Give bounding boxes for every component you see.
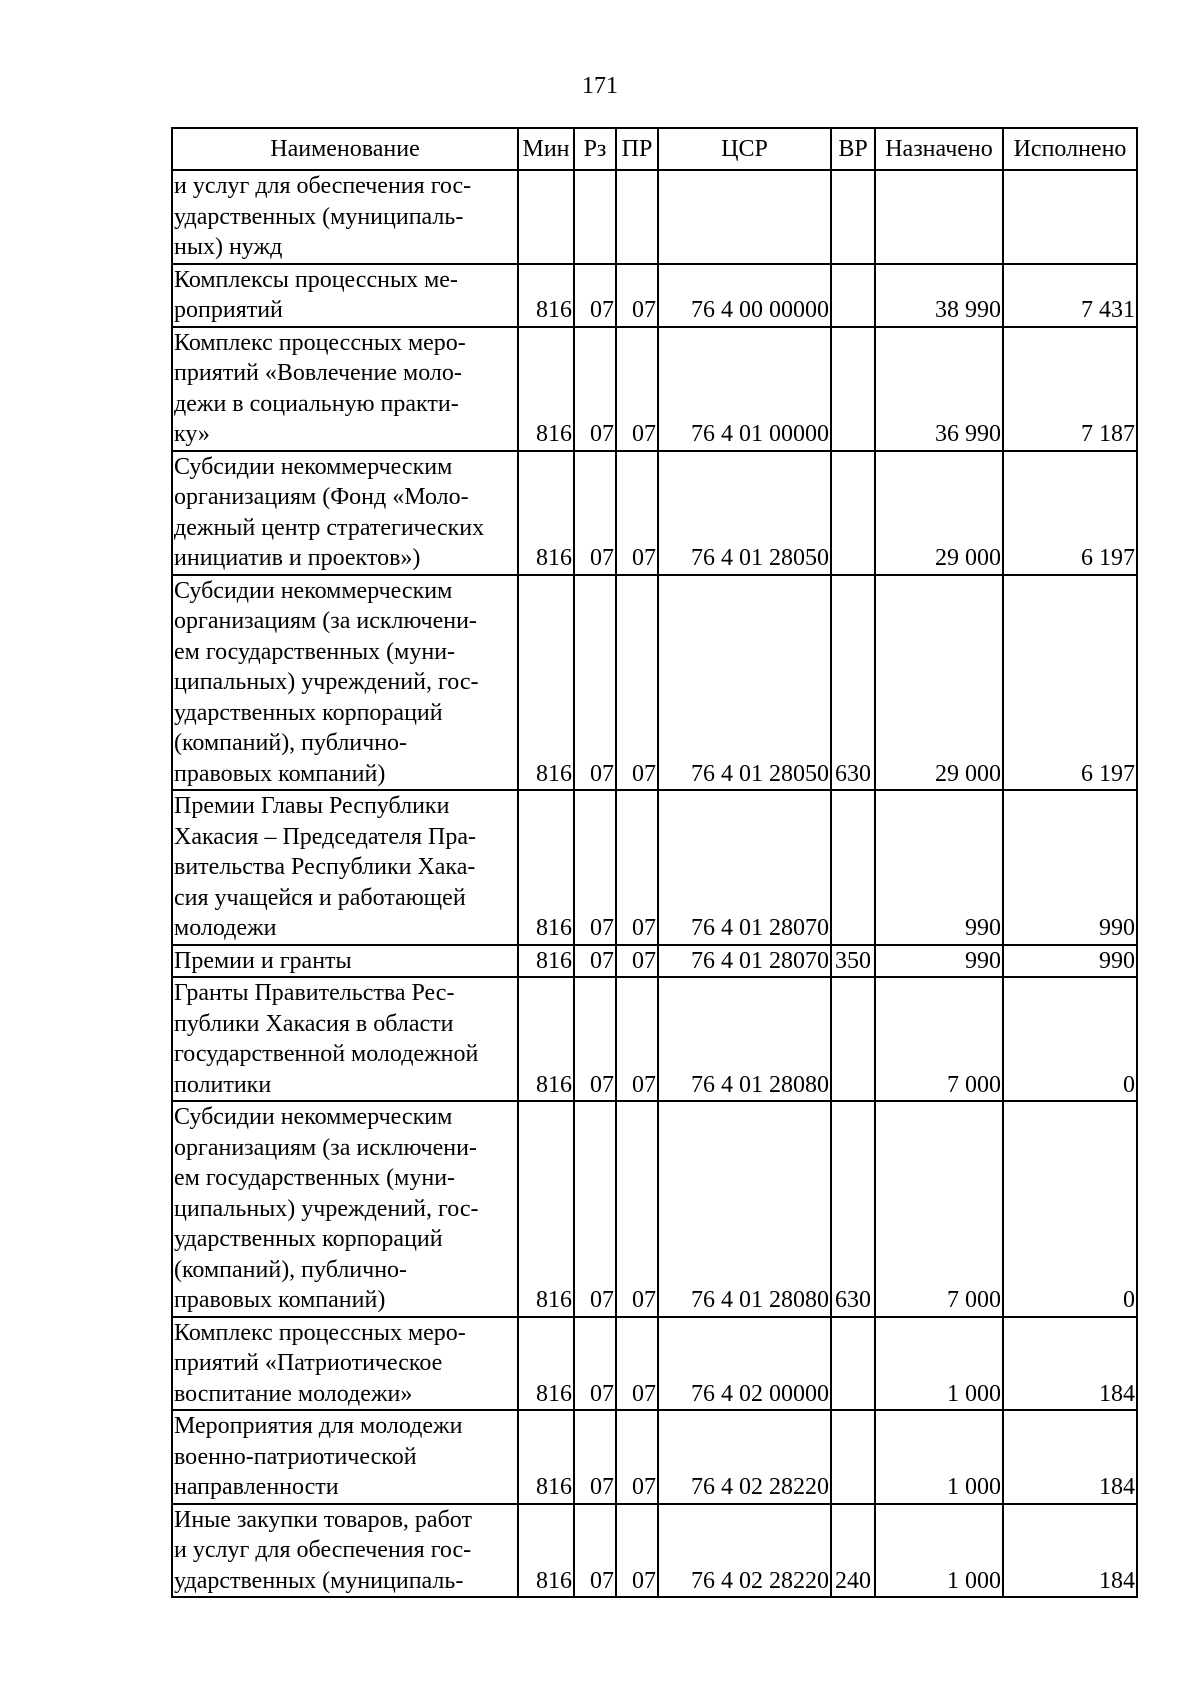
header-assigned: Назначено — [875, 128, 1003, 170]
cell-name-line: Хакасия – Председателя Пра- — [174, 823, 477, 850]
table-body — [172, 170, 1137, 1597]
cell-rz: 07 — [574, 327, 616, 451]
cell-pr: 07 — [616, 945, 658, 978]
cell-min: 816 — [518, 1504, 574, 1598]
cell-csr — [658, 170, 831, 264]
table-row — [172, 1410, 1137, 1504]
cell-name — [172, 945, 518, 978]
table-row — [172, 790, 1137, 945]
cell-name-line: инициатив и проектов») — [174, 545, 421, 571]
cell-name-line: ем государственных (муни- — [174, 638, 456, 665]
cell-executed: 7 187 — [1003, 327, 1137, 451]
cell-name-line: правовых компаний) — [174, 1287, 386, 1313]
cell-vr — [831, 1410, 875, 1504]
cell-pr — [616, 170, 658, 264]
cell-min: 816 — [518, 327, 574, 451]
cell-pr: 07 — [616, 327, 658, 451]
table-header-row — [172, 128, 1137, 170]
cell-vr: 630 — [831, 575, 875, 791]
cell-vr — [831, 327, 875, 451]
cell-name-line: вительства Республики Хака- — [174, 854, 476, 880]
cell-name-line: приятий «Патриотическое — [174, 1350, 443, 1376]
cell-pr: 07 — [616, 451, 658, 575]
cell-rz: 07 — [574, 1504, 616, 1598]
cell-name-line: ударственных (муниципаль- — [174, 1567, 464, 1594]
cell-name-line: Комплексы процессных ме- — [174, 266, 458, 293]
cell-min: 816 — [518, 575, 574, 791]
cell-csr: 76 4 01 28050 — [658, 451, 831, 575]
cell-name-line: Субсидии некоммерческим — [174, 453, 453, 480]
table-row — [172, 170, 1137, 264]
cell-name-line: Иные закупки товаров, работ — [174, 1506, 472, 1533]
cell-name-line: ударственных корпораций — [174, 1226, 443, 1252]
cell-name — [172, 1101, 518, 1317]
cell-executed: 0 — [1003, 1101, 1137, 1317]
cell-name-line: организациям (Фонд «Моло- — [174, 484, 469, 510]
cell-name-line: Субсидии некоммерческим — [174, 577, 453, 604]
cell-rz: 07 — [574, 945, 616, 978]
header-csr: ЦСР — [658, 128, 831, 170]
cell-name-line: ципальных) учреждений, гос- — [174, 1195, 479, 1222]
header-executed: Исполнено — [1003, 128, 1137, 170]
table-row — [172, 977, 1137, 1101]
cell-csr: 76 4 01 00000 — [658, 327, 831, 451]
cell-pr: 07 — [616, 264, 658, 327]
cell-name — [172, 1504, 518, 1598]
cell-rz: 07 — [574, 977, 616, 1101]
cell-name-line: и услуг для обеспечения гос- — [174, 1537, 472, 1563]
cell-name — [172, 977, 518, 1101]
cell-name-line: ных) нужд — [174, 234, 283, 260]
header-name: Наименование — [172, 128, 518, 170]
table-row — [172, 327, 1137, 451]
cell-vr — [831, 790, 875, 945]
cell-name-line: публики Хакасия в области — [174, 1010, 454, 1037]
cell-assigned: 1 000 — [875, 1504, 1003, 1598]
cell-executed: 0 — [1003, 977, 1137, 1101]
cell-rz: 07 — [574, 1101, 616, 1317]
cell-min: 816 — [518, 790, 574, 945]
cell-csr: 76 4 00 00000 — [658, 264, 831, 327]
table-row — [172, 945, 1137, 978]
cell-name-line: военно-патриотической — [174, 1443, 417, 1470]
cell-name-line: Гранты Правительства Рес- — [174, 980, 455, 1006]
table-row — [172, 264, 1137, 327]
cell-name-line: организациям (за исключени- — [174, 608, 477, 634]
cell-assigned: 7 000 — [875, 977, 1003, 1101]
cell-executed: 990 — [1003, 945, 1137, 978]
cell-name-line: государственной молодежной — [174, 1041, 479, 1067]
cell-executed: 184 — [1003, 1410, 1137, 1504]
header-vr: ВР — [831, 128, 875, 170]
cell-vr: 240 — [831, 1504, 875, 1598]
cell-min: 816 — [518, 1101, 574, 1317]
cell-min: 816 — [518, 945, 574, 978]
cell-vr: 350 — [831, 945, 875, 978]
cell-csr: 76 4 01 28070 — [658, 790, 831, 945]
cell-name-line: ем государственных (муни- — [174, 1165, 456, 1191]
cell-assigned: 1 000 — [875, 1317, 1003, 1411]
cell-executed: 6 197 — [1003, 451, 1137, 575]
cell-pr: 07 — [616, 575, 658, 791]
cell-name-line: Премии Главы Республики — [174, 793, 450, 819]
cell-name-line: Комплекс процессных меро- — [174, 329, 466, 356]
cell-assigned: 29 000 — [875, 451, 1003, 575]
cell-assigned — [875, 170, 1003, 264]
cell-pr: 07 — [616, 1101, 658, 1317]
cell-name — [172, 575, 518, 791]
table-row — [172, 1317, 1137, 1411]
cell-pr: 07 — [616, 1410, 658, 1504]
cell-pr: 07 — [616, 1317, 658, 1411]
cell-name-line: ударственных корпораций — [174, 699, 443, 726]
cell-rz: 07 — [574, 451, 616, 575]
cell-csr: 76 4 01 28080 — [658, 1101, 831, 1317]
cell-executed: 6 197 — [1003, 575, 1137, 791]
cell-name-line: правовых компаний) — [174, 760, 386, 787]
cell-executed: 184 — [1003, 1317, 1137, 1411]
cell-assigned: 990 — [875, 790, 1003, 945]
cell-vr — [831, 451, 875, 575]
cell-name-line: и услуг для обеспечения гос- — [174, 173, 472, 199]
cell-name-line: ку» — [174, 421, 210, 447]
cell-csr: 76 4 01 28070 — [658, 945, 831, 978]
cell-min — [518, 170, 574, 264]
cell-vr — [831, 1317, 875, 1411]
cell-name-line: Премии и гранты — [174, 947, 352, 974]
cell-name-line: сия учащейся и работающей — [174, 884, 466, 911]
cell-name — [172, 790, 518, 945]
cell-name-line: ударственных (муниципаль- — [174, 203, 464, 230]
cell-executed — [1003, 170, 1137, 264]
cell-vr: 630 — [831, 1101, 875, 1317]
cell-assigned: 1 000 — [875, 1410, 1003, 1504]
cell-name — [172, 264, 518, 327]
cell-min: 816 — [518, 1317, 574, 1411]
cell-name-line: роприятий — [174, 297, 283, 323]
cell-executed: 990 — [1003, 790, 1137, 945]
cell-executed: 7 431 — [1003, 264, 1137, 327]
table-row — [172, 1504, 1137, 1598]
table-row — [172, 575, 1137, 791]
cell-name — [172, 451, 518, 575]
cell-name — [172, 327, 518, 451]
cell-name — [172, 1410, 518, 1504]
cell-csr: 76 4 02 28220 — [658, 1504, 831, 1598]
cell-rz: 07 — [574, 575, 616, 791]
cell-name-line: (компаний), публично- — [174, 1256, 408, 1283]
cell-assigned: 38 990 — [875, 264, 1003, 327]
cell-rz — [574, 170, 616, 264]
cell-name-line: воспитание молодежи» — [174, 1380, 413, 1407]
cell-rz: 07 — [574, 264, 616, 327]
cell-vr — [831, 977, 875, 1101]
cell-vr — [831, 264, 875, 327]
cell-assigned: 29 000 — [875, 575, 1003, 791]
cell-min: 816 — [518, 977, 574, 1101]
page-number: 171 — [582, 73, 618, 99]
cell-name-line: ципальных) учреждений, гос- — [174, 669, 479, 695]
cell-csr: 76 4 02 00000 — [658, 1317, 831, 1411]
header-pr: ПР — [616, 128, 658, 170]
budget-table — [171, 127, 1138, 1598]
cell-vr — [831, 170, 875, 264]
cell-name-line: Мероприятия для молодежи — [174, 1413, 463, 1439]
cell-name-line: дежный центр стратегических — [174, 514, 485, 541]
cell-name-line: политики — [174, 1071, 272, 1098]
cell-rz: 07 — [574, 1410, 616, 1504]
cell-min: 816 — [518, 1410, 574, 1504]
cell-min: 816 — [518, 451, 574, 575]
cell-rz: 07 — [574, 1317, 616, 1411]
cell-name-line: Комплекс процессных меро- — [174, 1319, 466, 1346]
cell-name-line: направленности — [174, 1474, 339, 1500]
cell-pr: 07 — [616, 1504, 658, 1598]
cell-pr: 07 — [616, 977, 658, 1101]
cell-name-line: молодежи — [174, 915, 277, 941]
cell-name-line: приятий «Вовлечение моло- — [174, 360, 462, 386]
cell-name — [172, 170, 518, 264]
table-row — [172, 1101, 1137, 1317]
header-min: Мин — [518, 128, 574, 170]
cell-assigned: 36 990 — [875, 327, 1003, 451]
cell-rz: 07 — [574, 790, 616, 945]
header-rz: Рз — [574, 128, 616, 170]
cell-assigned: 990 — [875, 945, 1003, 978]
cell-name-line: дежи в социальную практи- — [174, 390, 459, 417]
cell-min: 816 — [518, 264, 574, 327]
cell-csr: 76 4 01 28080 — [658, 977, 831, 1101]
cell-pr: 07 — [616, 790, 658, 945]
cell-csr: 76 4 02 28220 — [658, 1410, 831, 1504]
cell-assigned: 7 000 — [875, 1101, 1003, 1317]
cell-executed: 184 — [1003, 1504, 1137, 1598]
cell-name-line: Субсидии некоммерческим — [174, 1104, 453, 1130]
cell-name-line: организациям (за исключени- — [174, 1134, 477, 1161]
cell-name — [172, 1317, 518, 1411]
table-row — [172, 451, 1137, 575]
cell-name-line: (компаний), публично- — [174, 730, 408, 756]
cell-csr: 76 4 01 28050 — [658, 575, 831, 791]
